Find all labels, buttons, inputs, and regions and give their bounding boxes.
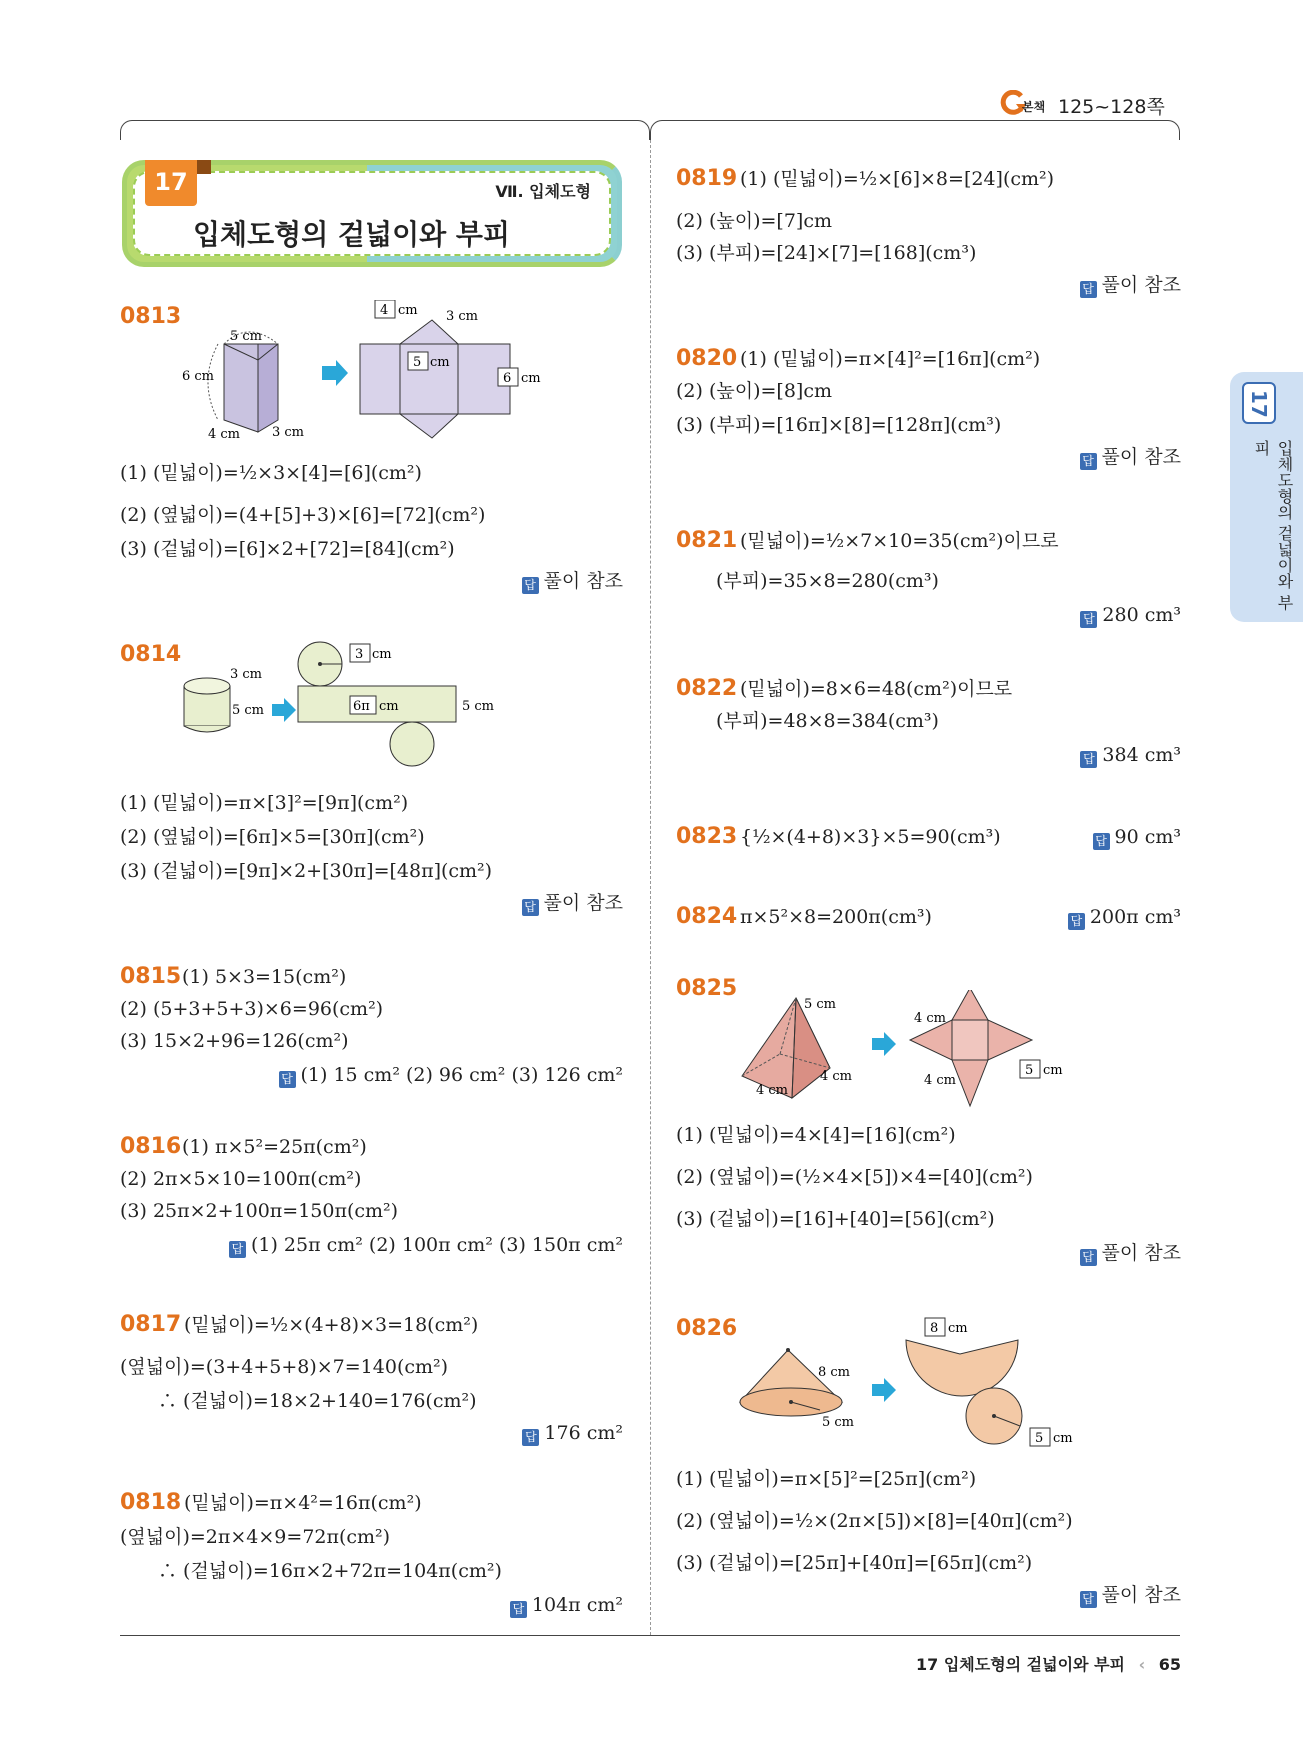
solution-line-1: (1) (밑넓이)=π×[3]²=[9π](cm²) — [120, 792, 409, 814]
answer: 답 풀이 참조 — [1080, 1240, 1181, 1266]
solution-line-2: (2) (높이)=[8]cm — [676, 380, 832, 402]
problem-number: 0820 — [676, 346, 738, 371]
solution-line-2: (옆넓이)=2π×4×9=72π(cm²) — [120, 1526, 391, 1548]
answer: 답 풀이 참조 — [522, 568, 623, 594]
svg-text:6π: 6π — [353, 699, 370, 714]
answer-badge-icon: 답 — [510, 1601, 527, 1618]
solution-line-1: π×5²×8=200π(cm³) — [740, 906, 932, 928]
answer-badge-icon: 답 — [522, 1429, 539, 1446]
solution-line-3: (3) (부피)=[24]×[7]=[168](cm³) — [676, 242, 977, 264]
arrow-right-icon — [872, 1378, 896, 1402]
svg-text:5 cm: 5 cm — [462, 699, 495, 714]
solution-line-2: (옆넓이)=(3+4+5+8)×7=140(cm²) — [120, 1356, 449, 1378]
problem-number: 0815 — [120, 964, 182, 989]
answer-badge-icon: 답 — [1093, 833, 1110, 850]
chapter-banner — [122, 160, 622, 267]
answer: 답 (1) 15 cm² (2) 96 cm² (3) 126 cm² — [279, 1062, 624, 1088]
answer: 답 90 cm³ — [1093, 824, 1182, 850]
svg-text:3: 3 — [355, 647, 364, 662]
answer-badge-icon: 답 — [279, 1071, 296, 1088]
svg-text:3 cm: 3 cm — [446, 309, 479, 324]
solution-line-2: (2) (높이)=[7]cm — [676, 210, 832, 232]
svg-text:5 cm: 5 cm — [822, 1415, 855, 1430]
svg-text:5 cm: 5 cm — [804, 997, 837, 1012]
solution-line-3: (3) (부피)=[16π]×[8]=[128π](cm³) — [676, 414, 1002, 436]
problem-number: 0821 — [676, 528, 738, 553]
solution-line-1: (1) (밑넓이)=½×[6]×8=[24](cm²) — [740, 168, 1055, 190]
problem-number: 0816 — [120, 1134, 182, 1159]
side-tab-title: 입체도형의 겉넓이와 부피 — [1252, 440, 1294, 611]
solution-line-1: (1) 5×3=15(cm²) — [182, 966, 347, 988]
answer-badge-icon: 답 — [1068, 913, 1085, 930]
svg-text:cm: cm — [430, 355, 450, 370]
footer — [916, 1652, 1181, 1675]
side-tab — [1230, 372, 1303, 622]
chapter-unit: Ⅶ. 입체도형 — [495, 182, 591, 201]
answer-badge-icon: 답 — [1080, 611, 1097, 628]
svg-text:cm: cm — [372, 647, 392, 662]
solution-line-3: (3) (겉넓이)=[25π]+[40π]=[65π](cm²) — [676, 1552, 1033, 1574]
label-6cm: 6 cm — [182, 369, 215, 384]
chapter-number: 17 — [154, 168, 188, 196]
svg-text:cm: cm — [379, 699, 399, 714]
solution-line-2: (2) (옆넓이)=½×(2π×[5])×[8]=[40π](cm²) — [676, 1510, 1073, 1532]
solution-line-1: {½×(4+8)×3}×5=90(cm³) — [740, 826, 1001, 848]
answer: 답 풀이 참조 — [1080, 444, 1181, 470]
svg-text:5: 5 — [413, 355, 422, 370]
svg-text:4 cm: 4 cm — [756, 1083, 789, 1098]
svg-text:5 cm: 5 cm — [232, 703, 265, 718]
svg-text:5: 5 — [1035, 1431, 1044, 1446]
solution-line-1: (밑넓이)=8×6=48(cm²)이므로 — [740, 678, 1013, 700]
solution-line-2: (2) (옆넓이)=[6π]×5=[30π](cm²) — [120, 826, 425, 848]
solution-line-1: (1) (밑넓이)=π×[4]²=[16π](cm²) — [740, 348, 1041, 370]
solution-line-3: ∴ (겉넓이)=18×2+140=176(cm²) — [158, 1390, 477, 1412]
frame-left — [120, 120, 650, 140]
solution-line-2: (2) (옆넓이)=(4+[5]+3)×[6]=[72](cm²) — [120, 504, 486, 526]
side-tab-number-badge: 17 — [1242, 382, 1276, 424]
solution-line-1: (밑넓이)=½×7×10=35(cm²)이므로 — [740, 530, 1059, 552]
answer-badge-icon: 답 — [1080, 453, 1097, 470]
answer-badge-icon: 답 — [1080, 281, 1097, 298]
footer-rule — [120, 1635, 1180, 1636]
page-range: 125~128쪽 — [1058, 96, 1165, 118]
svg-text:cm: cm — [521, 371, 541, 386]
answer: 답 280 cm³ — [1080, 602, 1181, 628]
answer: 답 풀이 참조 — [1080, 272, 1181, 298]
answer: 답 (1) 25π cm² (2) 100π cm² (3) 150π cm² — [229, 1232, 623, 1258]
problem-number: 0817 — [120, 1312, 182, 1337]
answer-badge-icon: 답 — [1080, 751, 1097, 768]
footer-page-number: 65 — [1158, 1655, 1181, 1674]
problem-number: 0818 — [120, 1490, 182, 1515]
problem-number: 0824 — [676, 904, 738, 929]
svg-text:cm: cm — [398, 303, 418, 318]
chevron-left-icon: ‹ — [1138, 1655, 1146, 1674]
problem-number: 0823 — [676, 824, 738, 849]
answer: 답 104π cm² — [510, 1592, 623, 1618]
answer-badge-icon: 답 — [522, 577, 539, 594]
answer-badge-icon: 답 — [1080, 1249, 1097, 1266]
solution-line-1: (밑넓이)=½×(4+8)×3=18(cm²) — [184, 1314, 479, 1336]
svg-text:4 cm: 4 cm — [924, 1073, 957, 1088]
answer-badge-icon: 답 — [229, 1241, 246, 1258]
svg-text:8 cm: 8 cm — [818, 1365, 851, 1380]
page-header — [1000, 88, 1180, 124]
footer-title: 17 입체도형의 겉넓이와 부피 — [915, 1655, 1125, 1674]
svg-text:6: 6 — [503, 371, 512, 386]
cylinder-net-figure — [180, 640, 500, 770]
solution-line-2: (2) (옆넓이)=(½×4×[5])×4=[40](cm²) — [676, 1166, 1033, 1188]
book-label: 본책 — [1022, 100, 1046, 114]
solution-line-1: (밑넓이)=π×4²=16π(cm²) — [184, 1492, 422, 1514]
problem-number: 0813 — [120, 304, 182, 329]
solution-line-1: (1) π×5²=25π(cm²) — [182, 1136, 367, 1158]
answer: 답 풀이 참조 — [1080, 1582, 1181, 1608]
label-5cm: 5 cm — [230, 329, 263, 344]
solution-line-2: (부피)=35×8=280(cm³) — [716, 570, 939, 592]
answer: 답 384 cm³ — [1080, 742, 1181, 768]
solution-line-1: (1) (밑넓이)=π×[5]²=[25π](cm²) — [676, 1468, 977, 1490]
solution-line-1: (1) (밑넓이)=½×3×[4]=[6](cm²) — [120, 462, 422, 484]
answer: 답 200π cm³ — [1068, 904, 1181, 930]
solution-line-3: (3) 25π×2+100π=150π(cm²) — [120, 1200, 399, 1222]
problem-number: 0826 — [676, 1316, 738, 1341]
problem-number: 0822 — [676, 676, 738, 701]
solution-line-3: (3) (겉넓이)=[9π]×2+[30π]=[48π](cm²) — [120, 860, 493, 882]
svg-text:3 cm: 3 cm — [230, 667, 263, 682]
pyramid-net-figure — [730, 990, 1090, 1112]
svg-text:8: 8 — [930, 1321, 939, 1336]
problem-number: 0819 — [676, 166, 738, 191]
problem-number: 0814 — [120, 642, 182, 667]
solution-line-3: (3) (겉넓이)=[16]+[40]=[56](cm²) — [676, 1208, 995, 1230]
answer: 답 176 cm² — [522, 1420, 623, 1446]
svg-text:cm: cm — [1053, 1431, 1073, 1446]
chapter-number-badge — [145, 160, 197, 206]
arrow-right-icon — [322, 360, 348, 386]
answer-badge-icon: 답 — [1080, 1591, 1097, 1608]
solution-line-2: (2) (5+3+5+3)×6=96(cm²) — [120, 998, 384, 1020]
svg-text:cm: cm — [948, 1321, 968, 1336]
problem-number: 0825 — [676, 976, 738, 1001]
svg-text:4 cm: 4 cm — [914, 1011, 947, 1026]
svg-text:4 cm: 4 cm — [820, 1069, 853, 1084]
chapter-title: 입체도형의 겉넓이와 부피 — [193, 218, 511, 251]
arrow-right-icon — [872, 1032, 896, 1056]
solution-line-1: (1) (밑넓이)=4×[4]=[16](cm²) — [676, 1124, 956, 1146]
label-3cm: 3 cm — [272, 425, 305, 440]
answer: 답 풀이 참조 — [522, 890, 623, 916]
label-4cm: 4 cm — [208, 427, 241, 440]
answer-badge-icon: 답 — [522, 899, 539, 916]
solution-line-3: ∴ (겉넓이)=16π×2+72π=104π(cm²) — [158, 1560, 502, 1582]
solution-line-3: (3) 15×2+96=126(cm²) — [120, 1030, 349, 1052]
svg-text:cm: cm — [1043, 1063, 1063, 1078]
prism-net-figure — [180, 300, 560, 440]
solution-line-2: (부피)=48×8=384(cm³) — [716, 710, 939, 732]
cone-net-figure — [730, 1310, 1090, 1450]
solution-line-2: (2) 2π×5×10=100π(cm²) — [120, 1168, 362, 1190]
column-divider — [650, 140, 651, 1635]
frame-right — [650, 120, 1180, 140]
svg-text:4: 4 — [380, 303, 389, 318]
svg-text:5: 5 — [1025, 1063, 1034, 1078]
solution-line-3: (3) (겉넓이)=[6]×2+[72]=[84](cm²) — [120, 538, 455, 560]
arrow-right-icon — [272, 698, 296, 722]
